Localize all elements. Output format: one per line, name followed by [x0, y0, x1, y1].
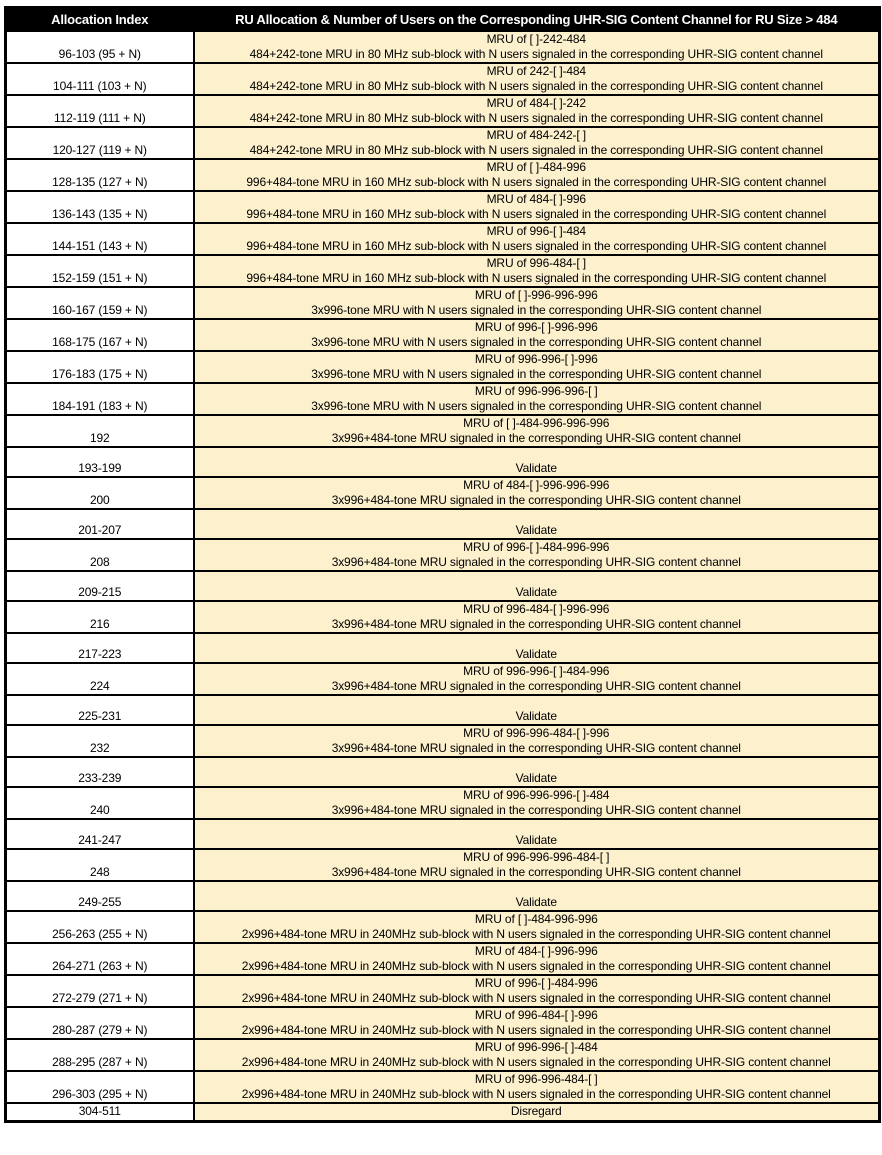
- ru-allocation-cell: [194, 725, 880, 757]
- mru-label: MRU of 484-[ ]-996-996: [474, 944, 598, 958]
- ru-allocation-cell: [194, 319, 880, 351]
- mru-description: 996+484-tone MRU in 160 MHz sub-block with N users signaled in the corresponding UHR-SIG content channel: [246, 238, 827, 253]
- ru-allocation-table: [4, 6, 881, 1123]
- table-row: [6, 191, 880, 223]
- table-row: [6, 415, 880, 447]
- mru-description: 3x996+484-tone MRU signaled in the corresponding UHR-SIG content channel: [331, 802, 741, 817]
- mru-label: MRU of 996-996-[ ]-484-996: [463, 664, 610, 678]
- allocation-index-cell: 176-183 (175 + N): [6, 351, 194, 383]
- allocation-index-cell: 225-231: [6, 695, 194, 725]
- allocation-index-cell: 193-199: [6, 447, 194, 477]
- table-row: [6, 975, 880, 1007]
- ru-allocation-cell: [194, 223, 880, 255]
- allocation-index-cell: 200: [6, 477, 194, 509]
- table-row: [6, 31, 880, 63]
- validate-cell: Validate: [194, 757, 880, 787]
- table-row: [6, 695, 880, 725]
- allocation-index-cell: 240: [6, 787, 194, 819]
- table-row: [6, 223, 880, 255]
- table-row: [6, 127, 880, 159]
- mru-description: 2x996+484-tone MRU in 240MHz sub-block with N users signaled in the corresponding UHR-SIG content channel: [241, 1022, 831, 1037]
- ru-allocation-cell: [194, 539, 880, 571]
- mru-description: 2x996+484-tone MRU in 240MHz sub-block with N users signaled in the corresponding UHR-SIG content channel: [241, 926, 831, 941]
- ru-allocation-cell: [194, 31, 880, 63]
- allocation-index-cell: 152-159 (151 + N): [6, 255, 194, 287]
- table-row: [6, 287, 880, 319]
- validate-cell: Validate: [194, 633, 880, 663]
- mru-description: 3x996+484-tone MRU signaled in the corresponding UHR-SIG content channel: [331, 616, 741, 631]
- mru-description: 3x996+484-tone MRU signaled in the corresponding UHR-SIG content channel: [331, 430, 741, 445]
- validate-cell: Validate: [194, 695, 880, 725]
- allocation-index-cell: 280-287 (279 + N): [6, 1007, 194, 1039]
- allocation-index-cell: 96-103 (95 + N): [6, 31, 194, 63]
- table-row: [6, 1103, 880, 1121]
- mru-label: MRU of 996-[ ]-484-996-996: [463, 540, 610, 554]
- table-row: [6, 447, 880, 477]
- allocation-index-cell: 304-511: [6, 1103, 194, 1121]
- mru-label: MRU of 996-484-[ ]: [486, 256, 586, 270]
- allocation-index-cell: 192: [6, 415, 194, 447]
- mru-label: MRU of 484-[ ]-996-996-996: [463, 478, 610, 492]
- validate-cell: Validate: [194, 819, 880, 849]
- mru-description: 484+242-tone MRU in 80 MHz sub-block with N users signaled in the corresponding UHR-SIG content channel: [249, 46, 823, 61]
- allocation-index-cell: 264-271 (263 + N): [6, 943, 194, 975]
- table-header: [6, 8, 880, 32]
- mru-description: 3x996+484-tone MRU signaled in the corresponding UHR-SIG content channel: [331, 864, 741, 879]
- mru-label: MRU of [ ]-484-996-996: [474, 912, 598, 926]
- validate-cell: Validate: [194, 509, 880, 539]
- table-row: [6, 633, 880, 663]
- header-ru-allocation: RU Allocation & Number of Users on the Corresponding UHR-SIG Content Channel for RU Size > 484: [194, 8, 880, 32]
- table-row: [6, 383, 880, 415]
- ru-allocation-cell: [194, 95, 880, 127]
- ru-allocation-cell: [194, 1039, 880, 1071]
- mru-label: MRU of [ ]-484-996-996-996: [463, 416, 610, 430]
- ru-allocation-cell: [194, 1007, 880, 1039]
- allocation-index-cell: 209-215: [6, 571, 194, 601]
- ru-allocation-cell: [194, 849, 880, 881]
- ru-allocation-cell: [194, 255, 880, 287]
- ru-allocation-cell: [194, 663, 880, 695]
- table-row: [6, 819, 880, 849]
- ru-allocation-cell: [194, 1071, 880, 1103]
- table-row: [6, 787, 880, 819]
- mru-description: 484+242-tone MRU in 80 MHz sub-block with N users signaled in the corresponding UHR-SIG content channel: [249, 142, 823, 157]
- ru-allocation-cell: [194, 351, 880, 383]
- allocation-index-cell: 256-263 (255 + N): [6, 911, 194, 943]
- table-row: [6, 943, 880, 975]
- allocation-index-cell: 233-239: [6, 757, 194, 787]
- allocation-index-cell: 208: [6, 539, 194, 571]
- mru-label: MRU of [ ]-996-996-996: [474, 288, 598, 302]
- mru-description: 3x996+484-tone MRU signaled in the corresponding UHR-SIG content channel: [331, 492, 741, 507]
- table-row: [6, 1039, 880, 1071]
- allocation-index-cell: 217-223: [6, 633, 194, 663]
- table-body: [6, 31, 880, 1121]
- allocation-index-cell: 201-207: [6, 509, 194, 539]
- allocation-index-cell: 249-255: [6, 881, 194, 911]
- allocation-index-cell: 216: [6, 601, 194, 633]
- validate-cell: Validate: [194, 571, 880, 601]
- mru-label: MRU of 996-[ ]-996-996: [474, 320, 598, 334]
- allocation-index-cell: 104-111 (103 + N): [6, 63, 194, 95]
- table-row: [6, 1071, 880, 1103]
- header-allocation-index: Allocation Index: [6, 8, 194, 32]
- mru-description: 996+484-tone MRU in 160 MHz sub-block with N users signaled in the corresponding UHR-SIG content channel: [246, 174, 827, 189]
- allocation-index-cell: 120-127 (119 + N): [6, 127, 194, 159]
- mru-description: 2x996+484-tone MRU in 240MHz sub-block with N users signaled in the corresponding UHR-SIG content channel: [241, 1086, 831, 1101]
- allocation-index-cell: 224: [6, 663, 194, 695]
- allocation-index-cell: 168-175 (167 + N): [6, 319, 194, 351]
- allocation-index-cell: 136-143 (135 + N): [6, 191, 194, 223]
- table-row: [6, 255, 880, 287]
- allocation-index-cell: 128-135 (127 + N): [6, 159, 194, 191]
- mru-description: 3x996-tone MRU with N users signaled in the corresponding UHR-SIG content channel: [311, 302, 762, 317]
- mru-label: MRU of 996-996-996-484-[ ]: [463, 850, 610, 864]
- ru-allocation-cell: [194, 975, 880, 1007]
- ru-allocation-cell: [194, 159, 880, 191]
- disregard-cell: Disregard: [194, 1103, 880, 1121]
- table-row: [6, 351, 880, 383]
- validate-cell: Validate: [194, 881, 880, 911]
- table-row: [6, 663, 880, 695]
- mru-description: 484+242-tone MRU in 80 MHz sub-block with N users signaled in the corresponding UHR-SIG content channel: [249, 110, 823, 125]
- mru-description: 3x996+484-tone MRU signaled in the corresponding UHR-SIG content channel: [331, 554, 741, 569]
- ru-allocation-cell: [194, 127, 880, 159]
- mru-label: MRU of 242-[ ]-484: [486, 64, 586, 78]
- mru-label: MRU of 996-484-[ ]-996-996: [463, 602, 610, 616]
- table-row: [6, 601, 880, 633]
- allocation-index-cell: 232: [6, 725, 194, 757]
- ru-allocation-cell: [194, 477, 880, 509]
- allocation-index-cell: 160-167 (159 + N): [6, 287, 194, 319]
- allocation-index-cell: 112-119 (111 + N): [6, 95, 194, 127]
- mru-description: 2x996+484-tone MRU in 240MHz sub-block with N users signaled in the corresponding UHR-SIG content channel: [241, 1054, 831, 1069]
- mru-label: MRU of 484-[ ]-996: [486, 192, 586, 206]
- table-row: [6, 881, 880, 911]
- table-row: [6, 1007, 880, 1039]
- mru-description: 3x996-tone MRU with N users signaled in the corresponding UHR-SIG content channel: [311, 366, 762, 381]
- allocation-index-cell: 296-303 (295 + N): [6, 1071, 194, 1103]
- mru-description: 996+484-tone MRU in 160 MHz sub-block with N users signaled in the corresponding UHR-SIG content channel: [246, 270, 827, 285]
- table-row: [6, 319, 880, 351]
- table-row: [6, 849, 880, 881]
- mru-label: MRU of 484-242-[ ]: [486, 128, 586, 142]
- allocation-index-cell: 272-279 (271 + N): [6, 975, 194, 1007]
- table-row: [6, 95, 880, 127]
- ru-allocation-cell: [194, 943, 880, 975]
- ru-allocation-cell: [194, 287, 880, 319]
- mru-description: 3x996+484-tone MRU signaled in the corresponding UHR-SIG content channel: [331, 678, 741, 693]
- mru-label: MRU of 996-484-[ ]-996: [474, 1008, 598, 1022]
- table-row: [6, 571, 880, 601]
- mru-label: MRU of 996-996-996-[ ]: [474, 384, 598, 398]
- table-row: [6, 477, 880, 509]
- allocation-index-cell: 144-151 (143 + N): [6, 223, 194, 255]
- table-row: [6, 509, 880, 539]
- table-row: [6, 63, 880, 95]
- mru-description: 3x996+484-tone MRU signaled in the corresponding UHR-SIG content channel: [331, 740, 741, 755]
- mru-label: MRU of [ ]-484-996: [486, 160, 586, 174]
- ru-allocation-cell: [194, 911, 880, 943]
- mru-description: 3x996-tone MRU with N users signaled in the corresponding UHR-SIG content channel: [311, 334, 762, 349]
- allocation-index-cell: 241-247: [6, 819, 194, 849]
- mru-label: MRU of 996-996-996-[ ]-484: [463, 788, 610, 802]
- mru-label: MRU of 996-996-[ ]-996: [474, 352, 598, 366]
- mru-label: MRU of 996-996-484-[ ]: [474, 1072, 598, 1086]
- mru-description: 2x996+484-tone MRU in 240MHz sub-block with N users signaled in the corresponding UHR-SIG content channel: [241, 958, 831, 973]
- mru-label: MRU of [ ]-242-484: [486, 32, 586, 46]
- mru-description: 3x996-tone MRU with N users signaled in the corresponding UHR-SIG content channel: [311, 398, 762, 413]
- allocation-index-cell: 248: [6, 849, 194, 881]
- mru-description: 996+484-tone MRU in 160 MHz sub-block with N users signaled in the corresponding UHR-SIG content channel: [246, 206, 827, 221]
- allocation-index-cell: 288-295 (287 + N): [6, 1039, 194, 1071]
- ru-allocation-cell: [194, 191, 880, 223]
- mru-description: 484+242-tone MRU in 80 MHz sub-block with N users signaled in the corresponding UHR-SIG content channel: [249, 78, 823, 93]
- ru-allocation-cell: [194, 787, 880, 819]
- mru-label: MRU of 996-[ ]-484: [486, 224, 586, 238]
- validate-cell: Validate: [194, 447, 880, 477]
- mru-label: MRU of 484-[ ]-242: [486, 96, 586, 110]
- ru-allocation-cell: [194, 415, 880, 447]
- allocation-index-cell: 184-191 (183 + N): [6, 383, 194, 415]
- table-row: [6, 725, 880, 757]
- table-row: [6, 911, 880, 943]
- mru-description: 2x996+484-tone MRU in 240MHz sub-block with N users signaled in the corresponding UHR-SIG content channel: [241, 990, 831, 1005]
- table-row: [6, 539, 880, 571]
- ru-allocation-cell: [194, 63, 880, 95]
- mru-label: MRU of 996-996-[ ]-484: [474, 1040, 598, 1054]
- table-row: [6, 159, 880, 191]
- mru-label: MRU of 996-996-484-[ ]-996: [463, 726, 610, 740]
- ru-allocation-cell: [194, 601, 880, 633]
- table-row: [6, 757, 880, 787]
- header-row: [6, 8, 880, 32]
- mru-label: MRU of 996-[ ]-484-996: [474, 976, 598, 990]
- ru-allocation-cell: [194, 383, 880, 415]
